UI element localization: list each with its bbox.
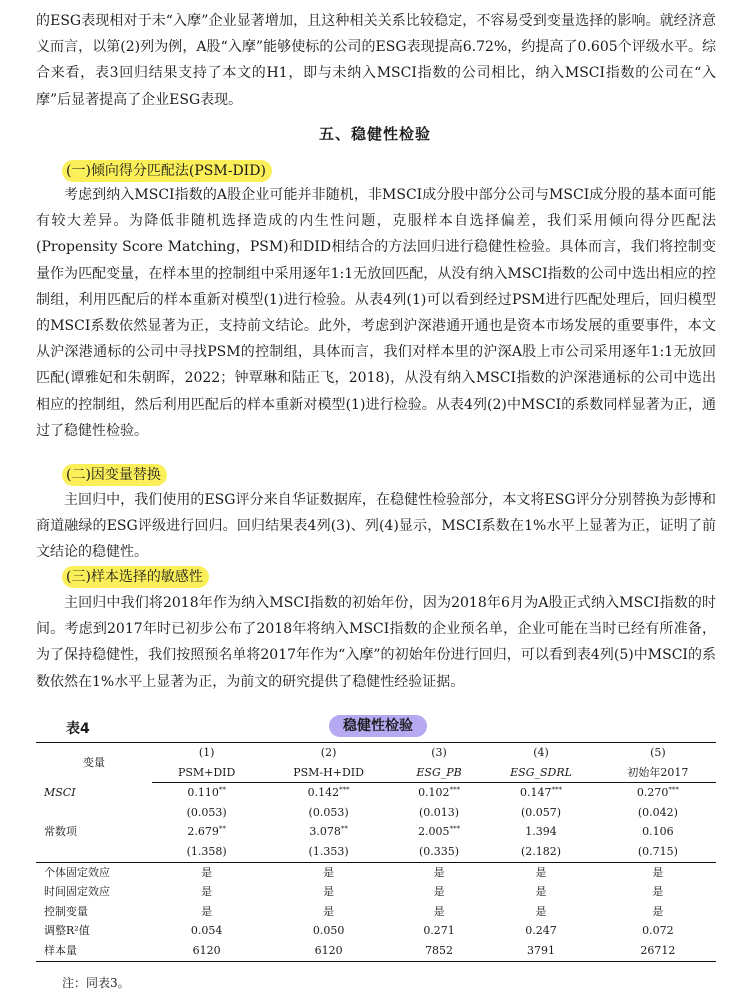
col-name: ESG_SDRL xyxy=(482,763,600,783)
coef-cell xyxy=(482,822,600,842)
cell: 是 xyxy=(152,862,261,882)
subsection-body-psm: 考虑到纳入MSCI指数的A股企业可能并非随机，非MSCI成分股中部分公司与MSCI成分股的基本面可能有较大差异。为降低非随机选择造成的内生性问题，克服样本自选择偏差，我们采用倾向得分匹配法(Propensity Score Matching，PSM)和DID相结合的方法回归进行稳健性检验。具体而言，我们将控制变量作为匹配变量，在样本里的控制组中采用逐年1:1无放回匹配，从没有纳入MSCI指数的公司中选出相应的控制组，利用匹配后的样本重新对模型(1)进行检验。从表4列(1)可以看到经过PSM进行匹配处理后，回归模型的MSCI系数依然显著为正，支持前文结论。此外，考虑到沪深港通开通也是资本市场发展的重要事件，本文从沪深港通标的公司中寻找PSM的控制组，具体而言，我们对样本里的沪深A股上市公司采用逐年1:1无放回匹配(谭雅妃和朱朝晖，2022；钟覃琳和陆正飞，2018)，从没有纳入MSCI指数的沪深港通标的公司中选出相应的控制组，然后利用匹配后的样本重新对模型(1)进行检验。从表4列(2)中MSCI的系数同样显著为正，通过了稳健性检验。 xyxy=(36,187,716,439)
cell: 是 xyxy=(433,904,445,918)
coef-value: 0.106 xyxy=(642,825,674,839)
col-name: ESG_PB xyxy=(396,763,482,783)
coef-cell xyxy=(152,783,261,803)
cell: 是 xyxy=(396,862,482,882)
significance-stars: ** xyxy=(218,825,226,834)
coef-value: 1.394 xyxy=(525,825,557,839)
coef-cell xyxy=(261,822,396,842)
col-number: (4) xyxy=(482,743,600,763)
se-cell: (0.042) xyxy=(637,805,678,819)
col-number: (5) xyxy=(600,743,716,763)
col-number: (3) xyxy=(396,743,482,763)
row-label: 控制变量 xyxy=(44,904,88,918)
cell: 是 xyxy=(600,862,716,882)
cell: 3791 xyxy=(482,941,600,961)
cell: 0.271 xyxy=(423,924,455,938)
cell: 是 xyxy=(535,885,547,899)
row-label: 样本量 xyxy=(36,941,152,961)
coef-cell xyxy=(396,783,482,803)
row-label: 常数项 xyxy=(44,825,77,839)
table-row-sample-size xyxy=(36,941,716,961)
row-label: 时间固定效应 xyxy=(44,885,110,899)
table-row-controls xyxy=(36,902,716,922)
cell: 是 xyxy=(261,862,396,882)
coef-cell xyxy=(261,783,396,803)
variable-header: 变量 xyxy=(36,743,152,783)
row-label: 调整R²值 xyxy=(44,924,90,938)
coef-cell xyxy=(600,822,716,842)
significance-stars: ** xyxy=(218,786,226,795)
se-cell: (2.182) xyxy=(521,844,562,858)
se-cell: (0.335) xyxy=(419,844,460,858)
subsection-body-sample-sensitivity: 主回归中我们将2018年作为纳入MSCI指数的初始年份，因为2018年6月为A股正式纳入MSCI指数的时间。考虑到2017年时已初步公布了2018年将纳入MSCI指数的企业预名单，企业可能在当时已经有所准备，为了保持稳健性，我们按照预名单将2017年作为“入摩”的初始年份进行回归，可以看到表4列(5)中MSCI的系数依然在1%水平上显著为正，为前文的研究提供了稳健性经验证据。 xyxy=(36,595,716,690)
row-label: 个体固定效应 xyxy=(36,862,152,882)
cell: 6120 xyxy=(261,941,396,961)
se-cell: (1.353) xyxy=(308,844,349,858)
cell: 0.072 xyxy=(642,924,674,938)
subsection-heading-sample-sensitivity: (三)样本选择的敏感性 xyxy=(62,566,209,588)
se-cell: (0.013) xyxy=(419,805,460,819)
cell: 是 xyxy=(201,904,213,918)
coef-value: 0.102 xyxy=(418,786,450,800)
cell: 是 xyxy=(652,904,664,918)
row-label: MSCI xyxy=(44,785,76,799)
significance-stars: *** xyxy=(449,825,461,834)
coef-cell xyxy=(152,822,261,842)
col-number: (2) xyxy=(261,743,396,763)
coef-value: 2.679 xyxy=(187,825,219,839)
intro-paragraph: 的ESG表现相对于未“入摩”企业显著增加，且这种相关关系比较稳定，不容易受到变量选择的影响。就经济意义而言，以第(2)列为例，A股“入摩”能够使标的公司的ESG表现提高6.72%，约提高了0.605个评级水平。综合来看，表3回归结果支持了本文的H1，即与未纳入MSCI指数的公司相比，纳入MSCI指数的公司在“入摩”后显著提高了企业ESG表现。 xyxy=(36,13,716,108)
robustness-table xyxy=(36,742,716,962)
coef-value: 0.270 xyxy=(636,786,669,800)
significance-stars: *** xyxy=(668,786,679,795)
table-row-adj-r2 xyxy=(36,921,716,941)
cell: 0.050 xyxy=(312,924,345,938)
col-name: PSM-H+DID xyxy=(261,763,396,783)
cell: 是 xyxy=(535,904,547,918)
cell: 是 xyxy=(201,885,213,899)
cell: 0.247 xyxy=(525,924,557,938)
cell: 是 xyxy=(652,885,664,899)
table-title: 稳健性检验 xyxy=(329,715,427,737)
col-name: 初始年2017 xyxy=(600,763,716,783)
table-row-firm-fe xyxy=(36,862,716,882)
cell: 是 xyxy=(482,862,600,882)
coef-cell xyxy=(482,783,600,803)
significance-stars: ** xyxy=(340,825,348,834)
table-row-msci-se xyxy=(36,803,716,823)
table-row-constant-se xyxy=(36,842,716,862)
section-title: 五、稳健性检验 xyxy=(318,125,431,143)
coef-value: 3.078 xyxy=(309,825,341,839)
significance-stars: *** xyxy=(551,786,563,795)
col-name: PSM+DID xyxy=(152,763,261,783)
coef-value: 0.142 xyxy=(307,786,340,800)
significance-stars: *** xyxy=(339,786,350,795)
se-cell: (0.715) xyxy=(637,844,678,858)
se-cell: (1.358) xyxy=(186,844,227,858)
coef-value: 2.005 xyxy=(418,825,450,839)
coef-cell xyxy=(396,822,482,842)
cell: 7852 xyxy=(396,941,482,961)
significance-stars: *** xyxy=(449,786,461,795)
cell: 是 xyxy=(433,885,445,899)
subsection-body-dependent-variable: 主回归中，我们使用的ESG评分来自华证数据库，在稳健性检验部分，本文将ESG评分分别替换为彭博和商道融绿的ESG评级进行回归。回归结果表4列(3)、列(4)显示，MSCI系数在1%水平上显著为正，证明了前文结论的稳健性。 xyxy=(36,492,716,561)
subsection-heading-dependent-variable: (二)因变量替换 xyxy=(62,464,167,486)
table-row-year-fe xyxy=(36,882,716,902)
coef-value: 0.110 xyxy=(187,786,219,800)
table-row-msci xyxy=(36,783,716,803)
cell: 0.054 xyxy=(190,924,223,938)
se-cell: (0.053) xyxy=(308,805,349,819)
se-cell: (0.053) xyxy=(186,805,227,819)
table-note: 注：同表3。 xyxy=(62,976,130,990)
table-header-row-numbers xyxy=(36,743,716,763)
coef-cell xyxy=(600,783,716,803)
cell: 26712 xyxy=(600,941,716,961)
coef-value: 0.147 xyxy=(520,786,552,800)
col-number: (1) xyxy=(152,743,261,763)
subsection-heading-psm: (一)倾向得分匹配法(PSM-DID) xyxy=(62,160,272,182)
table-row-constant xyxy=(36,822,716,842)
table-label: 表4 xyxy=(66,721,90,737)
cell: 是 xyxy=(323,885,335,899)
cell: 是 xyxy=(323,904,335,918)
cell: 6120 xyxy=(152,941,261,961)
se-cell: (0.057) xyxy=(521,805,562,819)
